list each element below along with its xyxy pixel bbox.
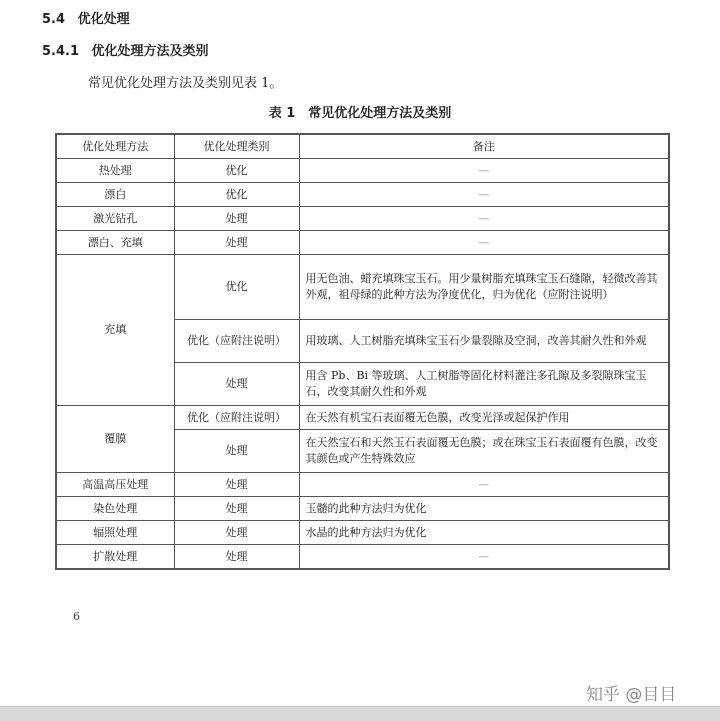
- table-row: [56, 159, 669, 183]
- subsection-title: 优化处理方法及类别: [91, 44, 209, 59]
- bottom-bar: [0, 706, 720, 721]
- section-title: 优化处理: [77, 12, 130, 27]
- cell-method-coating: 覆膜: [56, 406, 174, 473]
- cell-method: 辐照处理: [56, 521, 174, 545]
- page-number: 6: [73, 610, 80, 623]
- table-row: [56, 207, 669, 231]
- cell-method: 漂白: [56, 183, 174, 207]
- cell-note: —: [299, 207, 669, 231]
- cell-note: —: [299, 159, 669, 183]
- table-row: [56, 231, 669, 255]
- subsection-heading: [42, 40, 209, 59]
- cell-note: 用含 Pb、Bi 等玻璃、人工树脂等固化材料灌注多孔隙及多裂隙珠宝玉石，改变其耐久性和外观: [299, 363, 669, 406]
- section-number: 5.4: [42, 12, 66, 27]
- cell-note: 水晶的此种方法归为优化: [299, 521, 669, 545]
- section-heading: [42, 8, 130, 27]
- cell-note: —: [299, 231, 669, 255]
- cell-method: 激光钻孔: [56, 207, 174, 231]
- cell-method: 热处理: [56, 159, 174, 183]
- cell-method-fill: 充填: [56, 255, 174, 406]
- cell-method: 扩散处理: [56, 545, 174, 570]
- cell-category: 优化: [174, 159, 299, 183]
- cell-category: 处理: [174, 231, 299, 255]
- table-row: [56, 255, 669, 320]
- cell-category: 处理: [174, 430, 299, 473]
- cell-note: 在天然宝石和天然玉石表面覆无色膜；或在珠宝玉石表面覆有色膜，改变其颜色或产生特殊效应: [299, 430, 669, 473]
- cell-category: 处理: [174, 545, 299, 570]
- watermark: 知乎 @目目: [586, 685, 677, 705]
- cell-note: 玉髓的此种方法归为优化: [299, 497, 669, 521]
- subsection-number: 5.4.1: [42, 44, 80, 59]
- treatment-table: [55, 133, 670, 570]
- cell-note: 用玻璃、人工树脂充填珠宝玉石少量裂隙及空洞，改善其耐久性和外观: [299, 320, 669, 363]
- table-row: [56, 497, 669, 521]
- header-note: 备注: [299, 134, 669, 159]
- table-row: [56, 545, 669, 570]
- table-row: [56, 183, 669, 207]
- header-method: 优化处理方法: [56, 134, 174, 159]
- cell-category: 优化: [174, 183, 299, 207]
- cell-note: —: [299, 473, 669, 497]
- cell-method: 染色处理: [56, 497, 174, 521]
- cell-category: 处理: [174, 497, 299, 521]
- cell-category: 处理: [174, 521, 299, 545]
- header-category: 优化处理类别: [174, 134, 299, 159]
- table-header-row: [56, 134, 669, 159]
- cell-method: 漂白、充填: [56, 231, 174, 255]
- cell-method: 高温高压处理: [56, 473, 174, 497]
- cell-note: —: [299, 183, 669, 207]
- cell-note: 用无色油、蜡充填珠宝玉石。用少量树脂充填珠宝玉石缝隙，轻微改善其外观，祖母绿的此种方法为净度优化，归为优化（应附注说明）: [299, 255, 669, 320]
- cell-note: 在天然有机宝石表面覆无色膜，改变光泽或起保护作用: [299, 406, 669, 430]
- table-row: [56, 521, 669, 545]
- cell-category: 处理: [174, 473, 299, 497]
- table-row: [56, 473, 669, 497]
- cell-category: 优化: [174, 255, 299, 320]
- table-caption: 表 1 常见优化处理方法及类别: [268, 106, 452, 121]
- cell-category: 优化（应附注说明）: [174, 406, 299, 430]
- cell-note: —: [299, 545, 669, 570]
- cell-category: 处理: [174, 363, 299, 406]
- intro-text: 常见优化处理方法及类别见表 1。: [88, 76, 283, 91]
- cell-category: 处理: [174, 207, 299, 231]
- cell-category: 优化（应附注说明）: [174, 320, 299, 363]
- table-row: [56, 406, 669, 430]
